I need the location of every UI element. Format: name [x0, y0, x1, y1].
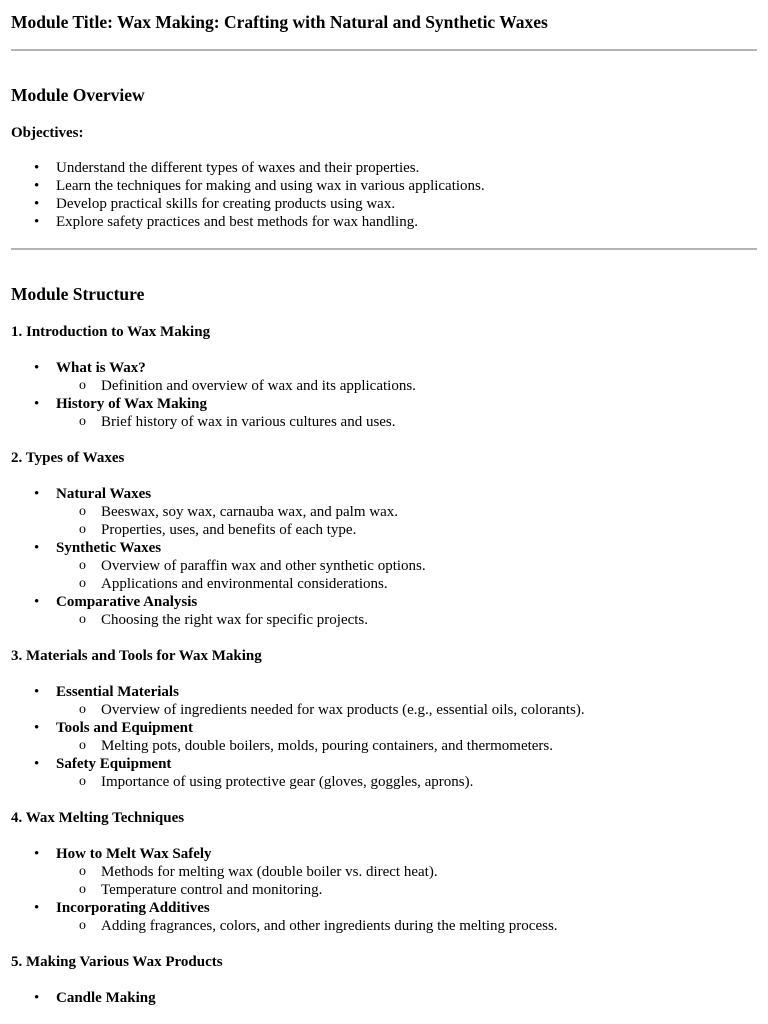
sub-list [56, 377, 757, 395]
sub-item: o Applications and environmental considerations. [101, 575, 757, 593]
objectives-list [11, 159, 757, 231]
list-item [56, 755, 757, 791]
list-item [56, 989, 757, 1007]
item-label: History of Wax Making [56, 396, 207, 412]
section-list [11, 485, 757, 629]
objective-item: • Develop practical skills for creating products using wax. [56, 195, 757, 213]
sub-list [56, 611, 757, 629]
objectives-label: Objectives: [11, 125, 84, 141]
section-list [11, 683, 757, 791]
sub-item: o Beeswax, soy wax, carnauba wax, and palm wax. [101, 503, 757, 521]
item-label: Comparative Analysis [56, 594, 198, 610]
list-item [56, 719, 757, 755]
objective-item: • Understand the different types of waxes and their properties. [56, 159, 757, 177]
section-title: 4. Wax Melting Techniques [11, 810, 185, 826]
sub-list [56, 557, 757, 593]
list-item [56, 899, 757, 935]
list-item [56, 593, 757, 629]
overview-heading: Module Overview [11, 85, 145, 105]
list-item [56, 683, 757, 719]
sub-list [56, 737, 757, 755]
section-list [11, 989, 757, 1007]
list-item [56, 845, 757, 899]
section-title: 1. Introduction to Wax Making [11, 324, 211, 340]
sub-item: o Overview of paraffin wax and other synthetic options. [101, 557, 757, 575]
structure-heading: Module Structure [11, 284, 145, 304]
item-label: Candle Making [56, 990, 156, 1006]
sub-item: o Temperature control and monitoring. [101, 881, 757, 899]
sub-list [56, 413, 757, 431]
sub-list [56, 503, 757, 539]
item-label: What is Wax? [56, 360, 146, 376]
section-title: 2. Types of Waxes [11, 450, 125, 466]
sub-item: o Adding fragrances, colors, and other ingredients during the melting process. [101, 917, 757, 935]
objective-item: • Explore safety practices and best methods for wax handling. [56, 213, 757, 231]
sub-item: o Properties, uses, and benefits of each type. [101, 521, 757, 539]
section-list [11, 845, 757, 935]
section-title: 3. Materials and Tools for Wax Making [11, 648, 262, 664]
sub-item: o Importance of using protective gear (gloves, goggles, aprons). [101, 773, 757, 791]
list-item [56, 485, 757, 539]
module-title: Module Title: Wax Making: Crafting with Natural and Synthetic Waxes [11, 12, 548, 32]
list-item [56, 359, 757, 395]
section-title: 5. Making Various Wax Products [11, 954, 223, 970]
item-label: Essential Materials [56, 684, 179, 700]
item-label: How to Melt Wax Safely [56, 846, 212, 862]
sub-item: o Methods for melting wax (double boiler vs. direct heat). [101, 863, 757, 881]
objective-item: • Learn the techniques for making and using wax in various applications. [56, 177, 757, 195]
sub-list [56, 701, 757, 719]
item-label: Natural Waxes [56, 486, 152, 502]
item-label: Incorporating Additives [56, 900, 210, 916]
sub-item: o Overview of ingredients needed for wax products (e.g., essential oils, colorants). [101, 701, 757, 719]
sub-list [56, 773, 757, 791]
sub-item: o Choosing the right wax for specific projects. [101, 611, 757, 629]
sub-list [56, 863, 757, 899]
item-label: Safety Equipment [56, 756, 172, 772]
sub-item: o Brief history of wax in various cultures and uses. [101, 413, 757, 431]
sub-list [56, 917, 757, 935]
item-label: Tools and Equipment [56, 720, 194, 736]
sub-item: o Melting pots, double boilers, molds, pouring containers, and thermometers. [101, 737, 757, 755]
list-item [56, 395, 757, 431]
section-list [11, 359, 757, 431]
sub-item: o Definition and overview of wax and its applications. [101, 377, 757, 395]
list-item [56, 539, 757, 593]
item-label: Synthetic Waxes [56, 540, 162, 556]
